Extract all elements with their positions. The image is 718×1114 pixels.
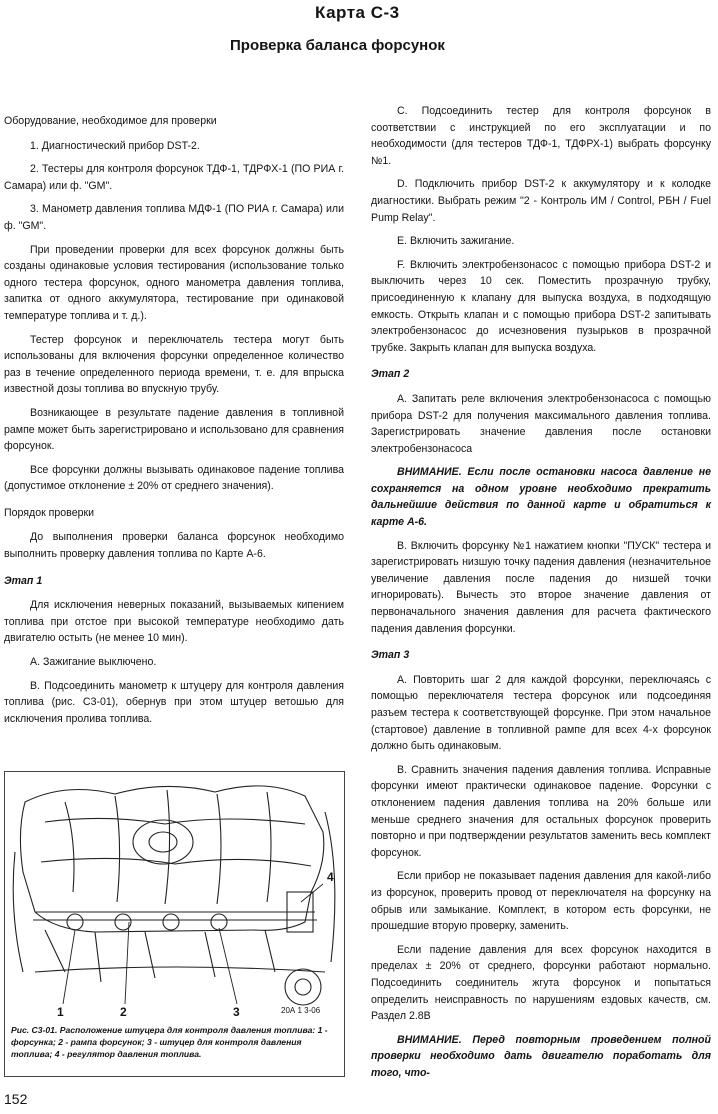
callout-4-label: 4 — [327, 870, 334, 884]
page-subtitle: Проверка баланса форсунок — [230, 37, 445, 54]
stage3-paragraph: Если прибор не показывает падения давления для какой-либо из форсунок, проверить провод от переключателя на форсунку на обрыв или замыкание. Комплект, в котором есть форсунки, не прошедшие вторую проверку, заменить. — [371, 870, 711, 933]
stage3-step-a: А. Повторить шаг 2 для каждой форсунки, переключаясь с помощью переключателя тестера форсунок или подсоединяя разъем тестера к соответствующей форсунке. При этом начальное (стартовое) давление в топливной рампе для всех 4-х форсунок должно быть одинаковым. — [371, 673, 711, 753]
right-column — [371, 103, 711, 1088]
callout-1-label: 1 — [57, 1005, 64, 1019]
final-warning: ВНИМАНИЕ. Перед повторным проведением полной проверки необходимо дать двигателю поработать для того, что- — [371, 1033, 711, 1079]
figure-code: 20А 1 3-06 — [281, 1006, 321, 1015]
stage1-step-e: Е. Включить зажигание. — [397, 235, 515, 248]
stage1-step-d: D. Подключить прибор DST-2 к аккумулятору и к колодке диагностики. Выбрать режим "2 - Контроль ИМ / Control, РБН / Fuel Pump Relay". — [371, 178, 711, 224]
page-number: 152 — [4, 1091, 28, 1107]
stage1-paragraph: Для исключения неверных показаний, вызываемых кипением топлива при отстое при высокой температуре необходимо дать двигателю остыть (не менее 10 мин). — [4, 599, 344, 645]
stage2-step-a: А. Запитать реле включения электробензонасоса с помощью прибора DST-2 для получения максимального давления топлива. Зарегистрировать значение давления после остановки электробензонасоса — [371, 392, 711, 455]
equipment-item: 2. Тестеры для контроля форсунок ТДФ-1, ТДРФХ-1 (ПО РИА г. Самара) или ф. "GM". — [4, 163, 344, 192]
stage2-heading: Этап 2 — [371, 368, 410, 381]
callout-3-label: 3 — [233, 1005, 240, 1019]
stage1-heading: Этап 1 — [4, 574, 43, 587]
equipment-item: 3. Манометр давления топлива МДФ-1 (ПО РИА г. Самара) или ф. "GM". — [4, 203, 344, 232]
left-column — [4, 103, 344, 734]
intro-paragraph: Все форсунки должны вызывать одинаковое падение топлива (допустимое отклонение ± 20% от среднего значения). — [4, 463, 344, 493]
card-title: Карта С-3 — [315, 3, 400, 22]
intro-paragraph: При проведении проверки для всех форсунок должны быть созданы одинаковые условия тестирования (использование только одного тестера форсунок, одного манометра давления топлива, запитка от одного аккумулятора, тестирование при одинаковой температуре топлива и т. д.). — [4, 243, 344, 322]
figure-caption: Рис. С3-01. Расположение штуцера для контроля давления топлива: 1 - форсунка; 2 - рампа форсунок; 3 - штуцер для контроля давления топлива; 4 - регулятор давления топлива. — [11, 1025, 328, 1059]
engine-illustration — [5, 772, 346, 1022]
stage2-warning: ВНИМАНИЕ. Если после остановки насоса давление не сохраняется на одном уровне необходимо прекратить дальнейшие действия по данной карте и обратиться к карте А-6. — [371, 466, 711, 529]
intro-paragraph: Возникающее в результате падение давления в топливной рампе может быть зарегистрировано и использовано для сравнения форсунок. — [4, 406, 344, 453]
stage1-step-f: F. Включить электробензонасос с помощью прибора DST-2 и выключить через 10 сек. Поместить прозрачную трубку, присоединенную к клапану для выпуска воздуха, в подходящую емкость. Открыть клапан и с помощью прибора DST-2 запитывать электробензонасос до исчезновения пузырьков в прозрачной трубке. Закрыть клапан для выпуска воздуха. — [371, 258, 711, 354]
stage1-step-c: С. Подсоединить тестер для контроля форсунок в соответствии с инструкцией по его эксплуатации и по необходимости (для тестеров ТДФ-1, ТДФРХ-1) выбрать форсунку №1. — [371, 105, 711, 167]
equipment-item: 1. Диагностический прибор DST-2. — [30, 139, 200, 152]
equipment-heading: Оборудование, необходимое для проверки — [4, 115, 217, 127]
callout-2-label: 2 — [120, 1005, 127, 1019]
stage3-step-b: В. Сравнить значения падения давления топлива. Исправные форсунки имеют практически одинаковое падение. Форсунки с отклонением падения давления топлива на 20% больше или меньше среднего значения для остальных форсунок проверить повторно и при подтверждении результатов заменить весь комплект форсунок. — [371, 763, 711, 859]
stage1-step-a: А. Зажигание выключено. — [30, 656, 157, 669]
intro-paragraph: Тестер форсунок и переключатель тестера могут быть использованы для включения форсунки определенное количество раз в течение определенного периода времени, т. е. для впрыска известной дозы топлива во впускную трубу. — [4, 333, 344, 396]
stage1-step-b: В. Подсоединить манометр к штуцеру для контроля давления топлива (рис. С3-01), обернув при этом штуцер ветошью для исключения пролива топлива. — [4, 679, 344, 725]
stage2-step-b: В. Включить форсунку №1 нажатием кнопки "ПУСК" тестера и зарегистрировать низшую точку падения давления (незначительное увеличение давления после падения до низшей точки игнорировать). Вычесть это второе значение давления от первоначального значения давления для расчета фактического падения давления форсунки. — [371, 539, 711, 635]
stage3-heading: Этап 3 — [371, 649, 410, 662]
figure-c3-01 — [4, 771, 345, 1077]
procedure-heading: Порядок проверки — [4, 506, 95, 519]
stage3-paragraph: Если падение давления для всех форсунок находится в пределах ± 20% от среднего, форсунки работают нормально. Подсоединить соединитель жгута форсунок и попытаться определить неисправность по нарушениям ездовых качеств, см. Раздел 2.8В — [371, 943, 711, 1023]
procedure-intro: До выполнения проверки баланса форсунок необходимо выполнить проверку давления топлива по Карте А-6. — [4, 531, 344, 561]
